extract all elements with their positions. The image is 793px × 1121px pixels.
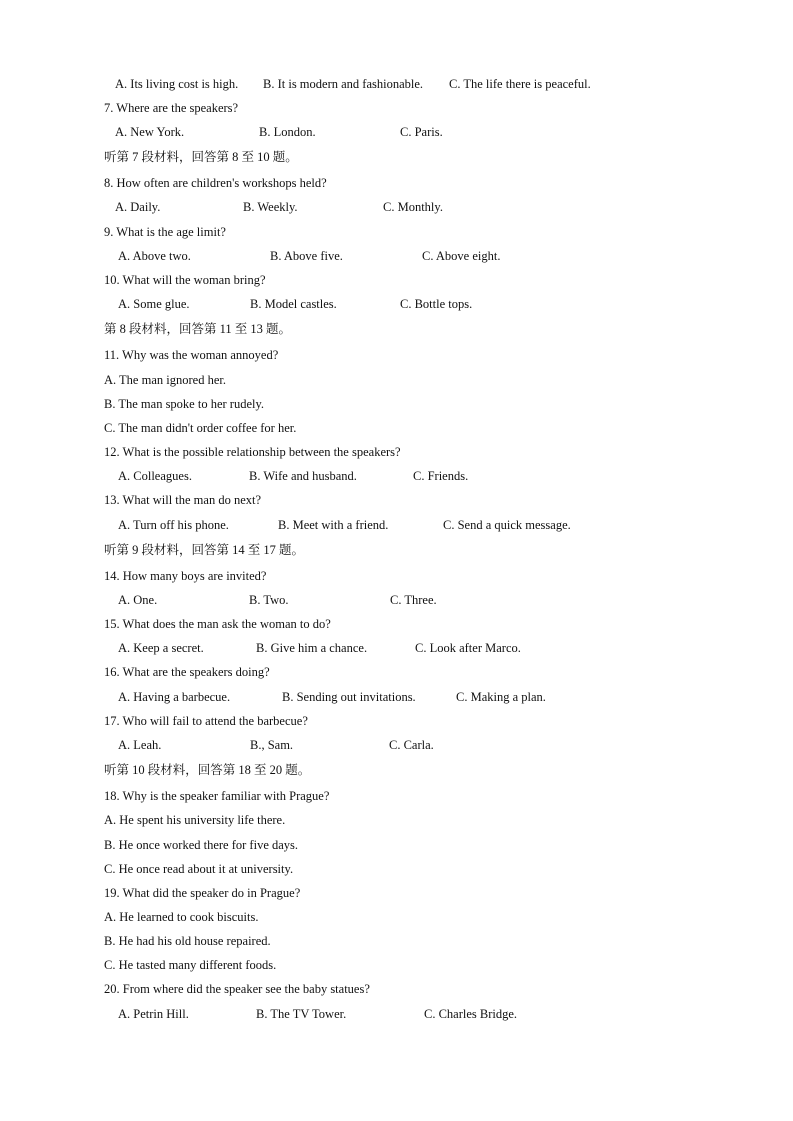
q13-option-a: A. Turn off his phone. — [118, 518, 229, 532]
q7-option-b: B. London. — [259, 125, 316, 139]
q6-option-c: C. The life there is peaceful. — [449, 77, 591, 91]
q16-option-b: B. Sending out invitations. — [282, 690, 416, 704]
q10-option-a: A. Some glue. — [118, 297, 190, 311]
section-8-heading: 第 8 段材料，回答第 11 至 13 题。 — [104, 322, 292, 336]
q12-option-b: B. Wife and husband. — [249, 469, 357, 483]
q13-question: 13. What will the man do next? — [104, 493, 262, 507]
q15-question: 15. What does the man ask the woman to do? — [104, 617, 331, 631]
q10-option-c: C. Bottle tops. — [400, 297, 473, 311]
q17-option-a: A. Leah. — [118, 738, 162, 752]
q14-question: 14. How many boys are invited? — [104, 569, 267, 583]
q11-option-b: B. The man spoke to her rudely. — [104, 397, 265, 411]
q17-option-c: C. Carla. — [389, 738, 434, 752]
q16-option-a: A. Having a barbecue. — [118, 690, 231, 704]
q20-option-c: C. Charles Bridge. — [424, 1007, 518, 1021]
q11-option-c: C. The man didn't order coffee for her. — [104, 421, 297, 435]
q10-option-b: B. Model castles. — [250, 297, 337, 311]
q19-option-b: B. He had his old house repaired. — [104, 934, 271, 948]
q17-option-b: B., Sam. — [250, 738, 294, 752]
q20-question: 20. From where did the speaker see the baby statues? — [104, 982, 370, 996]
q19-question: 19. What did the speaker do in Prague? — [104, 886, 301, 900]
q18-option-a: A. He spent his university life there. — [104, 813, 286, 827]
q9-option-b: B. Above five. — [270, 249, 343, 263]
section-9-heading: 听第 9 段材料，回答第 14 至 17 题。 — [104, 543, 305, 557]
q20-option-b: B. The TV Tower. — [256, 1007, 347, 1021]
q14-option-c: C. Three. — [390, 593, 437, 607]
q7-question: 7. Where are the speakers? — [104, 101, 239, 115]
q19-option-a: A. He learned to cook biscuits. — [104, 910, 259, 924]
q14-option-a: A. One. — [118, 593, 158, 607]
q11-question: 11. Why was the woman annoyed? — [104, 348, 279, 362]
q7-option-c: C. Paris. — [400, 125, 443, 139]
section-10-heading: 听第 10 段材料，回答第 18 至 20 题。 — [104, 763, 311, 777]
q8-option-a: A. Daily. — [115, 200, 161, 214]
q11-option-a: A. The man ignored her. — [104, 373, 226, 387]
q8-question: 8. How often are children's workshops held? — [104, 176, 327, 190]
q8-option-c: C. Monthly. — [383, 200, 443, 214]
q8-option-b: B. Weekly. — [243, 200, 298, 214]
q17-question: 17. Who will fail to attend the barbecue? — [104, 714, 308, 728]
q10-question: 10. What will the woman bring? — [104, 273, 266, 287]
q9-option-c: C. Above eight. — [422, 249, 501, 263]
q12-option-a: A. Colleagues. — [118, 469, 192, 483]
q19-option-c: C. He tasted many different foods. — [104, 958, 277, 972]
q9-question: 9. What is the age limit? — [104, 225, 226, 239]
q13-option-c: C. Send a quick message. — [443, 518, 571, 532]
q6-option-a: A. Its living cost is high. — [115, 77, 239, 91]
q18-option-b: B. He once worked there for five days. — [104, 838, 299, 852]
q6-option-b: B. It is modern and fashionable. — [263, 77, 424, 91]
q15-option-b: B. Give him a chance. — [256, 641, 368, 655]
q16-question: 16. What are the speakers doing? — [104, 665, 270, 679]
q15-option-c: C. Look after Marco. — [415, 641, 521, 655]
section-7-heading: 听第 7 段材料，回答第 8 至 10 题。 — [104, 150, 298, 164]
q14-option-b: B. Two. — [249, 593, 289, 607]
q18-option-c: C. He once read about it at university. — [104, 862, 294, 876]
q15-option-a: A. Keep a secret. — [118, 641, 204, 655]
q20-option-a: A. Petrin Hill. — [118, 1007, 189, 1021]
q13-option-b: B. Meet with a friend. — [278, 518, 389, 532]
q18-question: 18. Why is the speaker familiar with Prague? — [104, 789, 330, 803]
q12-question: 12. What is the possible relationship between the speakers? — [104, 445, 401, 459]
q16-option-c: C. Making a plan. — [456, 690, 546, 704]
q9-option-a: A. Above two. — [118, 249, 191, 263]
q7-option-a: A. New York. — [115, 125, 185, 139]
q12-option-c: C. Friends. — [413, 469, 469, 483]
